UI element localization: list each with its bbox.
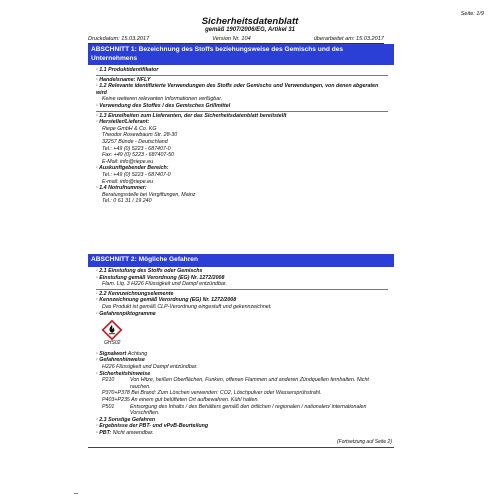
classification-heading: · Einstufung gemäß Verordnung (EG) Nr. 1272/2008	[96, 274, 225, 281]
footer-divider	[88, 447, 394, 448]
section-1-content	[96, 67, 388, 205]
pictograms-heading: · Gefahrenpiktogramme	[96, 310, 156, 317]
pbt-value: Nicht anwendbar.	[112, 429, 154, 436]
section-1-2-heading: · 1.2 Relevante identifizierte Verwendungen des Stoffs oder Gemischs und Verwendungen, von denen abgeraten wird	[96, 83, 379, 96]
p370-row: P370+P378 Bei Brand: Zum Löschen verwenden: CO2, Löschpulver oder Wassersprühstrahl.	[102, 390, 322, 397]
section-2-content	[96, 268, 388, 436]
hazard-statements-heading: · Gefahrenhinweise	[96, 357, 145, 364]
p210-row	[96, 377, 388, 390]
section-2-3-heading: · 2.3 Sonstige Gefahren	[96, 416, 156, 423]
classification-text: Flam. Liq. 3 H226 Flüssigkeit und Dampf entzündbar.	[102, 281, 227, 288]
p210-text: Von Hitze, heißen Oberflächen, Funken, offenen Flammen und anderen Zündquellen fernhalten. Nicht rauchen.	[130, 377, 369, 390]
section-1-1-heading: · 1.1 Produktidentifikator	[96, 67, 159, 73]
info-department-label: · Auskunftgebender Bereich:	[96, 165, 169, 172]
manufacturer-label: · Hersteller/Lieferant:	[96, 119, 150, 126]
p501-code: P501	[102, 403, 115, 410]
pbt-row	[96, 430, 388, 437]
no-info-text: Keine weiteren relevanten Informationen verfügbar.	[102, 96, 223, 103]
p403-row: P403+P235 An einem gut belüfteten Ort aufbewahren. Kühl halten.	[102, 396, 259, 403]
p210-code: P210	[102, 377, 115, 384]
section-1-3-heading: · 1.3 Einzelheiten zum Lieferanten, der das Sicherheitsdatenblatt bereitstellt	[96, 111, 388, 120]
p501-text: Entsorgung des Inhalts / des Behälters gemäß den örtlichen / regionalen / nationalen/ internationalen Vorschriften.	[130, 403, 367, 417]
section-1-header: ABSCHNITT 1: Bezeichnung des Stoffs beziehungsweise des Gemischs und des Unternehmens	[88, 44, 394, 65]
version-number: Version Nr. 104	[212, 36, 251, 42]
info-phone: Tel.: +49 (0) 5223 - 687407-0	[102, 171, 171, 178]
flame-icon	[102, 320, 122, 340]
ghs-label: GHS02	[104, 340, 121, 347]
labelling-heading: · Kennzeichnung gemäß Verordnung (EG) Nr. 1272/2008	[96, 297, 237, 304]
section-2-2-heading: · 2.2 Kennzeichnungselemente	[96, 289, 388, 298]
continuation-note: (Fortsetzung auf Seite 2)	[336, 439, 392, 445]
page-number: Seite: 1/9	[460, 11, 484, 17]
hazard-h226: H226 Flüssigkeit und Dampf entzündbar.	[102, 363, 198, 370]
print-date: Druckdatum: 15.03.2017	[88, 36, 150, 42]
revision-date: überarbeitet am: 15.03.2017	[313, 36, 384, 42]
document-meta-row	[88, 36, 384, 44]
ghs02-pictogram	[102, 320, 124, 347]
p501-row	[96, 404, 388, 417]
document-title: Sicherheitsdatenblatt	[201, 16, 299, 27]
trade-name: · Handelsname: NFLY	[96, 75, 388, 84]
company-city: 32257 Bünde - Deutschland	[102, 138, 168, 145]
document-subtitle: gemäß 1907/2006/EG, Artikel 31	[205, 27, 295, 33]
poison-center: Beratungsstelle bei Vergiftungen, Mainz	[102, 191, 196, 198]
section-2-header: ABSCHNITT 2: Mögliche Gefahren	[88, 254, 394, 267]
company-street: Theodor Rosewbaum Str. 28-30	[102, 132, 178, 139]
company-email: E-Mail: info@riepe.eu	[102, 158, 154, 165]
signal-word-value: Achtung	[127, 350, 148, 357]
pbt-label: · PBT:	[96, 429, 112, 436]
company-fax: Fax: +49 (0) 5223 - 687407-50	[102, 152, 174, 159]
labelling-text: Das Produkt ist gemäß CLP-Verordnung eingestuft und gekennzeichnet.	[102, 303, 272, 310]
precaution-heading: · Sicherheitshinweise	[96, 370, 151, 377]
company-phone: Tel.: +49 (0) 5223 - 687407-0	[102, 145, 171, 152]
section-2-1-heading: · 2.1 Einstufung des Stoffs oder Gemischs	[96, 268, 203, 274]
info-email: E-mail: info@riepe.eu	[102, 178, 154, 185]
pbt-heading: · Ergebnisse der PBT- und vPvB-Beurteilung	[96, 423, 209, 430]
company-name: Riepe GmbH & Co. KG	[102, 125, 157, 132]
signal-word-row	[96, 351, 388, 358]
emergency-number-label: · 1.4 Notrufnummer:	[96, 185, 147, 192]
page-mark	[74, 493, 78, 494]
usage-line: · Verwendung des Stoffes / des Gemisches Grillmittel	[96, 102, 231, 109]
poison-center-phone: Tel.: 0 61 31 / 19 240	[102, 198, 152, 205]
signal-word-label: · Signalwort	[96, 350, 127, 357]
